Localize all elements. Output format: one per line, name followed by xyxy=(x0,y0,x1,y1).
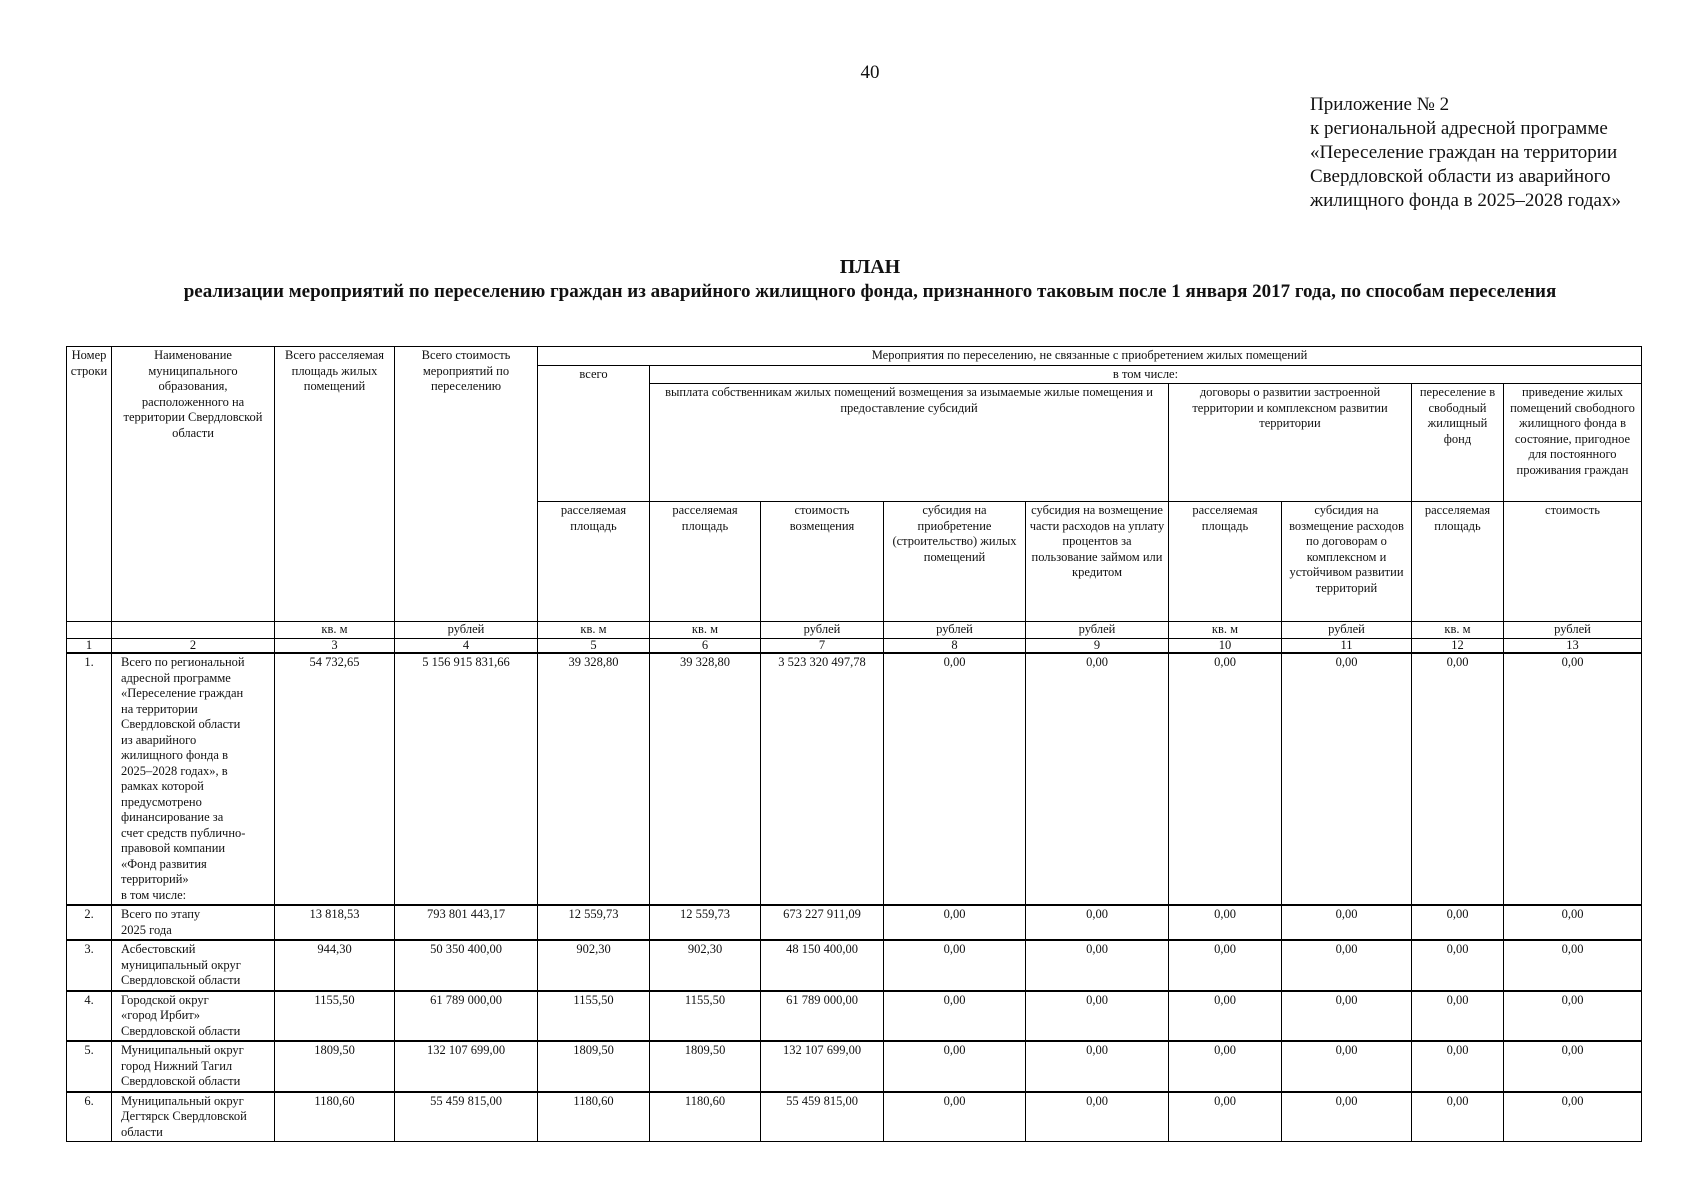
header-col9: субсидия на возмещение части расходов на уплату процентов за пользование займом или кредитом xyxy=(1026,502,1169,622)
value-cell-col8: 0,00 xyxy=(884,940,1026,991)
unit-cell: кв. м xyxy=(1412,622,1504,639)
unit-cell: рублей xyxy=(761,622,884,639)
value-cell-col3: 13 818,53 xyxy=(275,905,395,940)
value-cell-col7: 132 107 699,00 xyxy=(761,1041,884,1092)
column-number: 7 xyxy=(761,639,884,654)
column-number: 5 xyxy=(538,639,650,654)
unit-cell: рублей xyxy=(1504,622,1642,639)
header-col11: субсидия на возмещение расходов по договорам о комплексном и устойчивом развитии территорий xyxy=(1282,502,1412,622)
header-total: всего xyxy=(538,365,650,502)
name-line: Свердловской области xyxy=(121,717,241,731)
value-cell-col8: 0,00 xyxy=(884,653,1026,905)
name-line: Свердловской области xyxy=(121,1023,241,1038)
table-body xyxy=(67,653,1642,1142)
header-total-area: Всего расселяемая площадь жилых помещений xyxy=(275,347,395,622)
row-number-cell: 1. xyxy=(67,653,112,905)
value-cell-col9: 0,00 xyxy=(1026,940,1169,991)
table-row xyxy=(67,1041,1642,1092)
name-line: Городской округ xyxy=(121,992,209,1007)
unit-cell: рублей xyxy=(1282,622,1412,639)
municipality-name-cell xyxy=(112,653,275,905)
unit-cell: рублей xyxy=(1026,622,1169,639)
row-number-cell: 6. xyxy=(67,1092,112,1142)
name-line: финансирование за xyxy=(121,810,224,824)
name-line: на территории xyxy=(121,701,198,716)
name-line: счет средств публично- xyxy=(121,825,246,840)
column-number: 3 xyxy=(275,639,395,654)
value-cell-col4: 61 789 000,00 xyxy=(395,991,538,1042)
value-cell-col13: 0,00 xyxy=(1504,653,1642,905)
municipality-name-cell xyxy=(112,905,275,940)
name-line: территорий» xyxy=(121,872,189,886)
value-cell-col12: 0,00 xyxy=(1412,940,1504,991)
header-including: в том числе: xyxy=(650,365,1642,384)
name-line: из аварийного xyxy=(121,732,197,747)
name-line: «город Ирбит» xyxy=(121,1008,200,1022)
table-row xyxy=(67,940,1642,991)
value-cell-col11: 0,00 xyxy=(1282,653,1412,905)
municipality-name-cell xyxy=(112,1092,275,1142)
name-line: Муниципальный округ xyxy=(121,1043,244,1057)
value-cell-col11: 0,00 xyxy=(1282,1092,1412,1142)
value-cell-col4: 50 350 400,00 xyxy=(395,940,538,991)
municipality-name-cell xyxy=(112,991,275,1042)
value-cell-col12: 0,00 xyxy=(1412,905,1504,940)
name-line: жилищного фонда в xyxy=(121,748,228,762)
value-cell-col13: 0,00 xyxy=(1504,1041,1642,1092)
document-title: ПЛАН xyxy=(839,256,901,278)
value-cell-col12: 0,00 xyxy=(1412,1092,1504,1142)
value-cell-col7: 3 523 320 497,78 xyxy=(761,653,884,905)
value-cell-col3: 944,30 xyxy=(275,940,395,991)
value-cell-col8: 0,00 xyxy=(884,905,1026,940)
value-cell-col3: 1180,60 xyxy=(275,1092,395,1142)
column-number: 1 xyxy=(67,639,112,654)
row-number-cell: 5. xyxy=(67,1041,112,1092)
table-row xyxy=(67,905,1642,940)
header-col10: расселяемая площадь xyxy=(1169,502,1282,622)
value-cell-col4: 132 107 699,00 xyxy=(395,1041,538,1092)
unit-cell: кв. м xyxy=(650,622,761,639)
name-line: Свердловской области xyxy=(121,1074,241,1088)
header-col8: субсидия на приобретение (строительство) жилых помещений xyxy=(884,502,1026,622)
value-cell-col4: 793 801 443,17 xyxy=(395,905,538,940)
value-cell-col7: 48 150 400,00 xyxy=(761,940,884,991)
name-line: Всего по региональной xyxy=(121,655,245,669)
appendix-line: к региональной адресной программе xyxy=(1310,118,1608,139)
value-cell-col10: 0,00 xyxy=(1169,991,1282,1042)
column-number: 11 xyxy=(1282,639,1412,654)
value-cell-col5: 1809,50 xyxy=(538,1041,650,1092)
value-cell-col13: 0,00 xyxy=(1504,1092,1642,1142)
value-cell-col4: 5 156 915 831,66 xyxy=(395,653,538,905)
name-line: «Фонд развития xyxy=(121,856,207,871)
value-cell-col3: 54 732,65 xyxy=(275,653,395,905)
value-cell-col5: 1155,50 xyxy=(538,991,650,1042)
value-cell-col10: 0,00 xyxy=(1169,653,1282,905)
value-cell-col8: 0,00 xyxy=(884,1092,1026,1142)
value-cell-col5: 39 328,80 xyxy=(538,653,650,905)
value-cell-col7: 61 789 000,00 xyxy=(761,991,884,1042)
value-cell-col10: 0,00 xyxy=(1169,940,1282,991)
name-line: Асбестовский xyxy=(121,942,196,956)
row-number-cell: 3. xyxy=(67,940,112,991)
value-cell-col4: 55 459 815,00 xyxy=(395,1092,538,1142)
value-cell-col13: 0,00 xyxy=(1504,905,1642,940)
name-line: правовой компании xyxy=(121,841,226,855)
column-number: 4 xyxy=(395,639,538,654)
value-cell-col7: 55 459 815,00 xyxy=(761,1092,884,1142)
name-line: области xyxy=(121,1124,163,1139)
column-number: 6 xyxy=(650,639,761,654)
header-col6: расселяемая площадь xyxy=(650,502,761,622)
value-cell-col9: 0,00 xyxy=(1026,1041,1169,1092)
value-cell-col11: 0,00 xyxy=(1282,905,1412,940)
value-cell-col3: 1155,50 xyxy=(275,991,395,1042)
value-cell-col5: 12 559,73 xyxy=(538,905,650,940)
name-line: рамках которой xyxy=(121,779,204,793)
unit-cell xyxy=(112,622,275,639)
value-cell-col6: 1155,50 xyxy=(650,991,761,1042)
unit-cell: рублей xyxy=(884,622,1026,639)
value-cell-col10: 0,00 xyxy=(1169,905,1282,940)
value-cell-col6: 1809,50 xyxy=(650,1041,761,1092)
header-col12: расселяемая площадь xyxy=(1412,502,1504,622)
value-cell-col5: 1180,60 xyxy=(538,1092,650,1142)
name-line: в том числе: xyxy=(121,887,187,902)
column-number: 10 xyxy=(1169,639,1282,654)
header-payout: выплата собственникам жилых помещений возмещения за изымаемые жилые помещения и предоставление субсидий xyxy=(650,384,1169,502)
page-number: 40 xyxy=(860,62,880,83)
value-cell-col12: 0,00 xyxy=(1412,1041,1504,1092)
appendix-line: Свердловской области из аварийного xyxy=(1310,166,1611,187)
header-total-cost: Всего стоимость мероприятий по переселению xyxy=(395,347,538,622)
table-row xyxy=(67,991,1642,1042)
name-line: муниципальный округ xyxy=(121,957,241,972)
value-cell-col11: 0,00 xyxy=(1282,940,1412,991)
value-cell-col12: 0,00 xyxy=(1412,991,1504,1042)
table-row xyxy=(67,653,1642,905)
municipality-name-cell xyxy=(112,940,275,991)
name-line: 2025 года xyxy=(121,922,172,937)
name-line: Дегтярск Свердловской xyxy=(121,1109,247,1123)
municipality-name-cell xyxy=(112,1041,275,1092)
header-group: Мероприятия по переселению, не связанные с приобретением жилых помещений xyxy=(538,347,1642,366)
plan-table xyxy=(66,346,1642,1142)
value-cell-col8: 0,00 xyxy=(884,991,1026,1042)
value-cell-col9: 0,00 xyxy=(1026,1092,1169,1142)
appendix-note xyxy=(1310,93,1621,213)
appendix-line: Приложение № 2 xyxy=(1310,94,1450,115)
header-bringing: приведение жилых помещений свободного жилищного фонда в состояние, пригодное для постоянного проживания граждан xyxy=(1504,384,1642,502)
value-cell-col8: 0,00 xyxy=(884,1041,1026,1092)
column-number: 2 xyxy=(112,639,275,654)
row-number-cell: 4. xyxy=(67,991,112,1042)
document-subtitle: реализации мероприятий по переселению граждан из аварийного жилищного фонда, признанного таковым после 1 января 2017 года, по способам переселения xyxy=(183,281,1557,302)
header-row-number: Номер строки xyxy=(67,347,112,622)
appendix-line: жилищного фонда в 2025–2028 годах» xyxy=(1310,190,1621,211)
value-cell-col6: 12 559,73 xyxy=(650,905,761,940)
value-cell-col10: 0,00 xyxy=(1169,1041,1282,1092)
value-cell-col12: 0,00 xyxy=(1412,653,1504,905)
name-line: адресной программе xyxy=(121,670,231,685)
value-cell-col7: 673 227 911,09 xyxy=(761,905,884,940)
value-cell-col10: 0,00 xyxy=(1169,1092,1282,1142)
name-line: предусмотрено xyxy=(121,794,202,809)
column-number: 8 xyxy=(884,639,1026,654)
unit-cell: рублей xyxy=(395,622,538,639)
column-number: 9 xyxy=(1026,639,1169,654)
column-number: 13 xyxy=(1504,639,1642,654)
header-free-fund: переселение в свободный жилищный фонд xyxy=(1412,384,1504,502)
row-number-cell: 2. xyxy=(67,905,112,940)
name-line: Всего по этапу xyxy=(121,907,201,921)
header-col7: стоимость возмещения xyxy=(761,502,884,622)
value-cell-col6: 1180,60 xyxy=(650,1092,761,1142)
unit-cell: кв. м xyxy=(1169,622,1282,639)
header-col5: расселяемая площадь xyxy=(538,502,650,622)
value-cell-col3: 1809,50 xyxy=(275,1041,395,1092)
name-line: Свердловской области xyxy=(121,973,241,987)
unit-cell: кв. м xyxy=(275,622,395,639)
name-line: Муниципальный округ xyxy=(121,1093,244,1108)
value-cell-col9: 0,00 xyxy=(1026,991,1169,1042)
name-line: город Нижний Тагил xyxy=(121,1058,233,1073)
value-cell-col5: 902,30 xyxy=(538,940,650,991)
value-cell-col11: 0,00 xyxy=(1282,991,1412,1042)
value-cell-col13: 0,00 xyxy=(1504,940,1642,991)
header-municipality: Наименование муниципального образования, расположенного на территории Свердловской области xyxy=(112,347,275,622)
value-cell-col6: 902,30 xyxy=(650,940,761,991)
value-cell-col9: 0,00 xyxy=(1026,905,1169,940)
column-number: 12 xyxy=(1412,639,1504,654)
unit-cell xyxy=(67,622,112,639)
value-cell-col13: 0,00 xyxy=(1504,991,1642,1042)
header-col13: стоимость xyxy=(1504,502,1642,622)
value-cell-col6: 39 328,80 xyxy=(650,653,761,905)
value-cell-col11: 0,00 xyxy=(1282,1041,1412,1092)
appendix-line: «Переселение граждан на территории xyxy=(1310,142,1618,163)
name-line: «Переселение граждан xyxy=(121,686,244,700)
unit-cell: кв. м xyxy=(538,622,650,639)
value-cell-col9: 0,00 xyxy=(1026,653,1169,905)
header-contracts: договоры о развитии застроенной территории и комплексном развитии территории xyxy=(1169,384,1412,502)
table-row xyxy=(67,1092,1642,1142)
name-line: 2025–2028 годах», в xyxy=(121,763,228,778)
